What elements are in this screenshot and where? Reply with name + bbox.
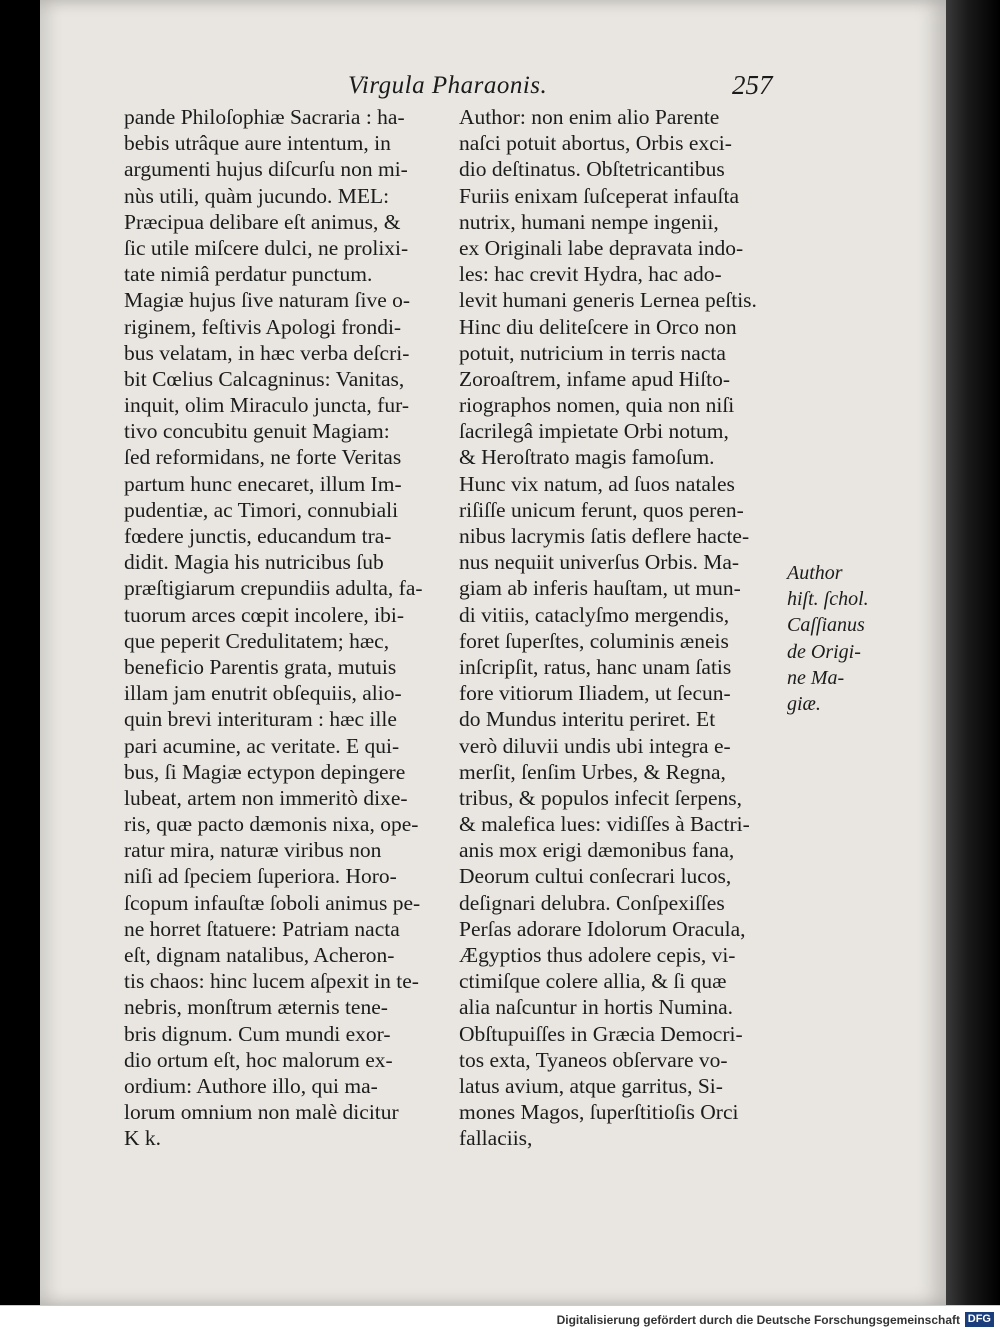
text-line: ſed reformidans, ne forte Veritas	[124, 445, 402, 470]
margin-note-line: Author	[787, 562, 843, 584]
text-line: illam jam enutrit obſequiis, alio-	[124, 681, 402, 706]
margin-note-line: giæ.	[787, 692, 821, 715]
text-line: ordium: Authore illo, qui ma-	[124, 1073, 378, 1098]
text-line: bus velatam, in hæc verba deſcri-	[124, 340, 410, 365]
text-line: Ægyptios thus adolere cepis, vi-	[459, 943, 736, 967]
text-line: Præcipua delibare eſt animus, &	[124, 209, 401, 234]
footer-bar	[0, 1305, 1000, 1335]
text-line: tribus, & populos infecit ſerpens,	[459, 785, 743, 810]
text-line: giam ab inferis hauſtam, ut mun-	[459, 576, 741, 601]
text-line: pudentiæ, ac Timori, connubiali	[124, 497, 399, 522]
text-line: bris dignum. Cum mundi exor-	[124, 1021, 391, 1046]
text-line: deſignari delubra. Conſpexiſſes	[459, 890, 725, 915]
text-line: dio deſtinatus. Obſtetricantibus	[459, 157, 725, 182]
text-line: tuorum arces cœpit incolere, ibi-	[124, 602, 404, 627]
text-line: latus avium, atque garritus, Si-	[459, 1073, 723, 1098]
text-line: tivo concubitu genuit Magiam:	[124, 419, 390, 444]
text-line: mones Magos, ſuperſtitioſis Orci	[459, 1100, 739, 1125]
right-text-column	[459, 104, 789, 1152]
text-line: nus nequiit univerſus Orbis. Ma-	[459, 550, 740, 575]
text-line: Zoroaſtrem, infame apud Hiſto-	[459, 366, 731, 391]
text-line: eſt, dignam natalibus, Acheron-	[124, 943, 395, 967]
text-line: Obſtupuiſſes in Græcia Democri-	[459, 1021, 743, 1046]
text-line: ctimiſque colere allia, & ſi quæ	[459, 969, 727, 994]
text-line: argumenti hujus diſcurſu non mi-	[124, 157, 408, 182]
text-line: bebis utrâque aure intentum, in	[124, 131, 391, 156]
text-line: Deorum cultui conſecrari lucos,	[459, 864, 732, 889]
text-line: Furiis enixam ſuſceperat infauſta	[459, 183, 740, 208]
margin-note-line: hiſt. ſchol.	[787, 588, 869, 611]
text-line: quin brevi interituram : hæc ille	[124, 707, 397, 732]
text-line: nibus lacrymis ſatis deflere hacte-	[459, 524, 750, 548]
text-line: beneficio Parentis grata, mutuis	[124, 654, 397, 679]
text-line: Author: non enim alio Parente	[459, 105, 720, 129]
text-line: ſcopum infauſtæ ſoboli animus pe-	[124, 890, 421, 915]
text-line: Perſas adorare Idolorum Oracula,	[459, 916, 746, 941]
text-line: riographos nomen, quia non niſi	[459, 393, 735, 418]
text-line: que peperit Credulitatem; hæc,	[124, 628, 390, 653]
text-line: bit Cœlius Calcagninus: Vanitas,	[124, 366, 405, 391]
text-line: ſacrilegâ impietate Orbi notum,	[459, 419, 729, 444]
text-line: pande Philoſophiæ Sacraria : ha-	[124, 105, 405, 129]
text-line: fallaciis,	[459, 1126, 533, 1151]
text-line: niſi ad ſpeciem ſuperiora. Horo-	[124, 864, 397, 889]
text-line: nebris, monſtrum æternis tene-	[124, 995, 388, 1020]
text-line: bus, ſi Magiæ ectypon depingere	[124, 759, 406, 784]
text-line: alia naſcuntur in hortis Numina.	[459, 995, 734, 1020]
text-line: ne horret ſtatuere: Patriam nacta	[124, 916, 400, 941]
text-line: anis mox erigi dæmonibus fana,	[459, 838, 735, 863]
text-line: inquit, olim Miraculo juncta, fur-	[124, 393, 409, 418]
margin-notes	[787, 560, 869, 717]
text-line: lorum omnium non malè dicitur	[124, 1100, 399, 1125]
text-line: didit. Magia his nutricibus ſub	[124, 550, 384, 575]
margin-note-line: Caſſianus	[787, 614, 865, 637]
text-line: di vitiis, cataclyſmo mergendis,	[459, 602, 730, 627]
text-line: naſci potuit abortus, Orbis exci-	[459, 131, 732, 156]
text-line: lubeat, artem non immeritò dixe-	[124, 785, 408, 810]
text-line: tis chaos: hinc lucem aſpexit in te-	[124, 969, 419, 994]
text-line: Hunc vix natum, ad ſuos natales	[459, 471, 735, 496]
text-line: ratur mira, naturæ viribus non	[124, 838, 382, 863]
text-line: fœdere junctis, educandum tra-	[124, 524, 392, 548]
running-title: Virgula Pharaonis.	[348, 72, 548, 99]
text-line: foret ſuperſtes, columinis æneis	[459, 628, 729, 653]
digitization-credit: Digitalisierung gefördert durch die Deutsche Forschungsgemeinschaft	[556, 1313, 960, 1327]
text-line: pari acumine, ac veritate. E qui-	[124, 733, 400, 758]
text-line: ris, quæ pacto dæmonis nixa, ope-	[124, 812, 419, 837]
text-line: præſtigiarum crepundiis adulta, fa-	[124, 576, 423, 601]
text-line: merſit, ſenſim Urbes, & Regna,	[459, 759, 726, 784]
text-line: & Heroſtrato magis famoſum.	[459, 445, 715, 470]
text-line: nutrix, humani nempe ingenii,	[459, 209, 719, 234]
text-line: fore vitiorum Iliadem, ut ſecun-	[459, 681, 731, 706]
text-line: do Mundus interitu periret. Et	[459, 707, 716, 732]
margin-note-line: de Origi-	[787, 640, 861, 663]
text-line: Magiæ hujus ſive naturam ſive o-	[124, 288, 411, 313]
text-line: riſiſſe unicum ferunt, quos peren-	[459, 497, 744, 522]
text-line: ex Originali labe depravata indo-	[459, 235, 744, 260]
left-text-column	[124, 104, 454, 1152]
text-line: les: hac crevit Hydra, hac ado-	[459, 262, 722, 287]
text-line: dio ortum eſt, hoc malorum ex-	[124, 1047, 393, 1072]
text-line: partum hunc enecaret, illum Im-	[124, 471, 402, 496]
dfg-logo: DFG	[965, 1312, 994, 1327]
text-line: tate nimiâ perdatur punctum.	[124, 262, 373, 287]
text-line: tos exta, Tyaneos obſervare vo-	[459, 1047, 728, 1072]
text-line: inſcripſit, ratus, hanc unam ſatis	[459, 654, 732, 679]
text-line: Hinc diu deliteſcere in Orco non	[459, 314, 737, 339]
text-line: & malefica lues: vidiſſes à Bactri-	[459, 812, 750, 837]
text-line: verò diluvii undis ubi integra e-	[459, 733, 731, 758]
margin-note-line: ne Ma-	[787, 666, 845, 689]
text-line: K k.	[124, 1126, 162, 1151]
text-line: ſic utile miſcere dulci, ne prolixi-	[124, 235, 409, 260]
text-line: potuit, nutricium in terris nacta	[459, 340, 726, 365]
page-number: 257	[732, 70, 773, 100]
text-line: nùs utili, quàm jucundo. MEL:	[124, 183, 390, 208]
text-line: levit humani generis Lernea peſtis.	[459, 288, 757, 313]
book-spine-edge	[946, 0, 1000, 1305]
text-line: riginem, feſtivis Apologi frondi-	[124, 314, 402, 339]
